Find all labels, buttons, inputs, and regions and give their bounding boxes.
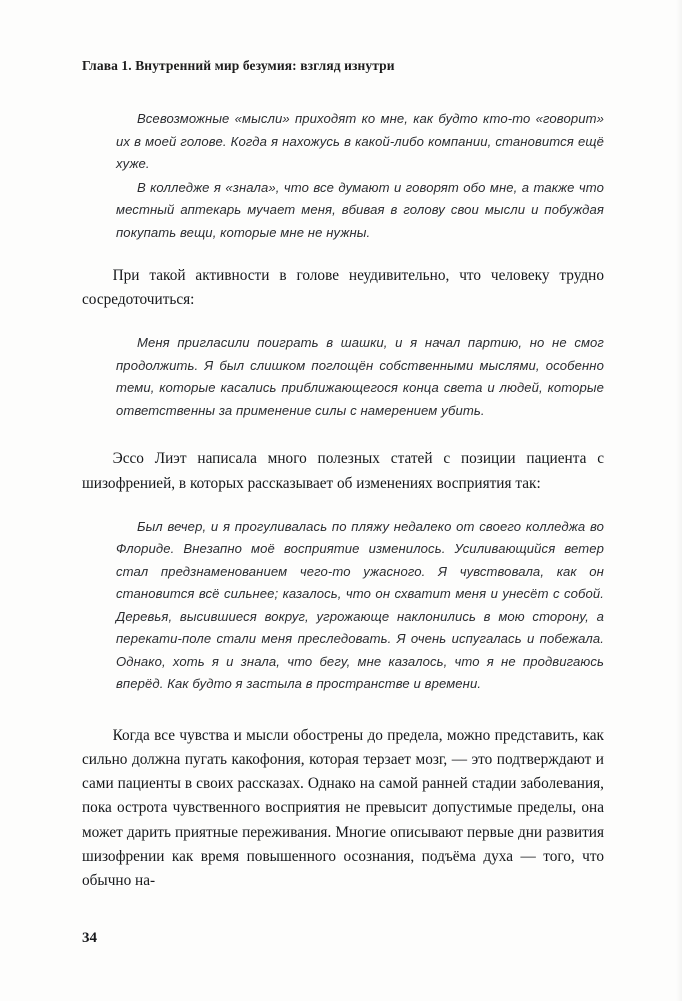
quote-block-2 [82, 332, 604, 422]
quote-paragraph: Всевозможные «мысли» приходят ко мне, как будто кто-то «говорит» их в моей голове. Когда я нахожусь в какой-либо компании, становится ещё хуже. [116, 111, 604, 172]
page-number: 34 [82, 930, 97, 946]
spacer [82, 433, 604, 447]
spacer [82, 255, 604, 264]
spacer [82, 707, 604, 724]
quote-paragraph: Был вечер, и я прогуливалась по пляжу недалеко от своего колледжа во Флориде. Внезапно моё восприятие изменилось. Усиливающийся ветер стал предзнаменованием чего-то ужасного. Я чувствовала, как он становится всё сильнее; казалось, что он схватит меня и унесёт с собой. Деревья, высившиеся вокруг, угрожающе наклонились в мою сторону, а перекати-поле стали меня преследовать. Я очень испугалась и побежала. Однако, хоть я и знала, что бегу, мне казалось, что я не продвигаюсь вперёд. Как будто я застыла в пространстве и времени. [116, 518, 604, 692]
body-paragraph-1: При такой активности в голове неудивительно, что человеку трудно сосредоточиться: [82, 267, 604, 309]
body-paragraph-2: Эссо Лиэт написала много полезных статей с позиции пациента с шизофренией, в которых рассказывает об изменениях восприятия так: [82, 450, 604, 492]
running-head: Глава 1. Внутренний мир безумия: взгляд изнутри [82, 58, 395, 73]
quote-paragraph: Меня пригласили поиграть в шашки, и я начал партию, но не смог продолжить. Я был слишком поглощён собственными мыслями, особенно теми, которые касались приближающегося конца света и людей, которые ответственны за применение силы с намерением убить. [116, 335, 604, 418]
quote-paragraph: В колледже я «знала», что все думают и говорят обо мне, а также что местный аптекарь мучает меня, вбивая в голову свои мысли и побуждая покупать вещи, которые мне не нужны. [116, 179, 604, 240]
spacer [82, 314, 604, 323]
spacer [82, 498, 604, 507]
quote-block-1 [82, 108, 604, 244]
quote-block-3 [82, 516, 604, 696]
body-paragraph-3: Когда все чувства и мысли обострены до предела, можно представить, как сильно должна пугать какофония, которая терзает мозг, — это подтверждают и сами пациенты в своих рассказах. Однако на самой ранней стадии заболевания, пока острота чувственного восприятия не превысит допустимые пределы, она может дарить приятные переживания. Многие описывают первые дни развития шизофрении как время повышенного осознания, подъёма духа — того, что обычно на- [82, 726, 604, 889]
